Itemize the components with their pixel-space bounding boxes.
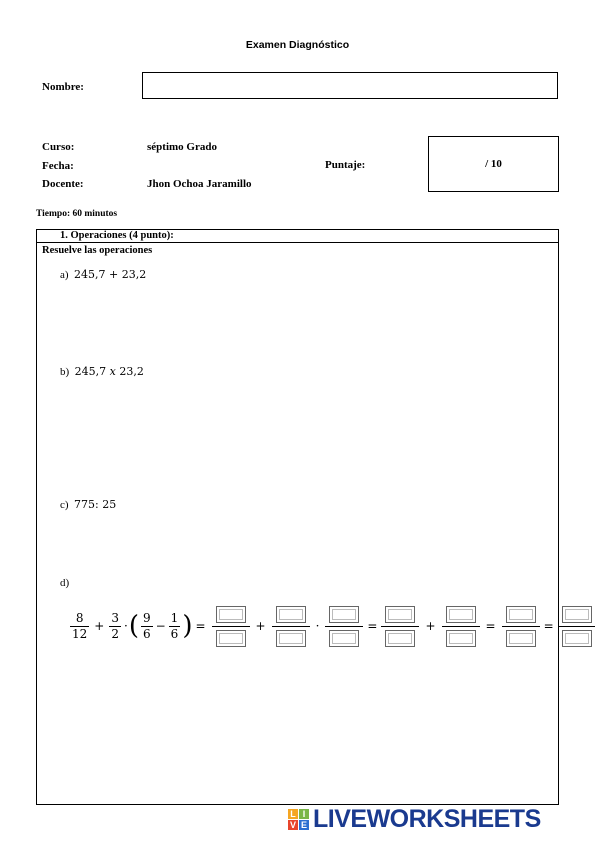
teacher-value: Jhon Ochoa Jaramillo [147, 178, 252, 190]
answer-box-denominator[interactable] [329, 630, 359, 647]
fraction-equation [68, 600, 595, 652]
numerator: 9 [142, 610, 151, 625]
plus-sign: + [255, 619, 266, 633]
equals-sign: = [367, 619, 378, 633]
item-letter: a) [60, 269, 69, 281]
date-label: Fecha: [42, 160, 74, 172]
logo-mark-icon [288, 809, 309, 830]
score-label: Puntaje: [325, 159, 366, 171]
denominator: 6 [170, 626, 179, 641]
denominator: 6 [142, 626, 151, 641]
answer-box-numerator[interactable] [446, 606, 476, 623]
close-paren: ) [182, 611, 193, 641]
fraction-2 [109, 611, 121, 642]
answer-box-denominator[interactable] [562, 630, 592, 647]
answer-fraction-2 [272, 606, 310, 647]
answer-fraction-7 [558, 606, 595, 647]
course-value: séptimo Grado [147, 141, 217, 153]
answer-fraction-6 [502, 606, 540, 647]
answer-box-numerator[interactable] [329, 606, 359, 623]
answer-box-denominator[interactable] [276, 630, 306, 647]
teacher-label: Docente: [42, 178, 84, 190]
logo-mark-letter: V [289, 820, 296, 830]
item-expression-part: 23,2 [121, 268, 147, 281]
logo-mark-letter: I [299, 809, 309, 819]
plus-sign: + [425, 619, 436, 633]
item-a [60, 268, 146, 281]
answer-box-denominator[interactable] [506, 630, 536, 647]
page-title: Examen Diagnóstico [245, 39, 350, 51]
equals-sign: = [485, 619, 496, 633]
answer-box-numerator[interactable] [276, 606, 306, 623]
answer-fraction-5 [442, 606, 480, 647]
item-c [60, 498, 116, 511]
answer-box-numerator[interactable] [506, 606, 536, 623]
course-label: Curso: [42, 141, 75, 153]
fraction-1 [70, 611, 89, 642]
fraction-3 [141, 611, 153, 642]
answer-fraction-3 [325, 606, 363, 647]
answer-box-numerator[interactable] [385, 606, 415, 623]
dot-sign: · [123, 619, 128, 633]
item-expression-part: 23,2 [115, 365, 144, 378]
equals-sign: = [195, 619, 206, 633]
item-expression: 245,7 [74, 365, 110, 378]
name-input[interactable] [142, 72, 558, 99]
time-note: Tiempo: 60 minutos [36, 209, 118, 219]
item-letter: c) [60, 499, 69, 511]
answer-fraction-1 [212, 606, 250, 647]
answer-box-numerator[interactable] [562, 606, 592, 623]
score-value: / 10 [485, 158, 502, 170]
logo-text: LIVEWORKSHEETS [313, 805, 541, 833]
item-operator: x [109, 365, 116, 378]
plus-sign: + [94, 619, 105, 633]
score-box [428, 136, 559, 192]
question-frame [36, 229, 559, 805]
numerator: 3 [111, 610, 119, 625]
item-b [60, 365, 144, 378]
answer-box-denominator[interactable] [216, 630, 246, 647]
item-letter: b) [60, 366, 70, 378]
name-label: Nombre: [42, 81, 84, 93]
numerator: 1 [170, 610, 179, 625]
open-paren: ( [128, 611, 139, 641]
fraction-4 [169, 611, 181, 642]
answer-box-numerator[interactable] [216, 606, 246, 623]
minus-sign: − [155, 619, 166, 633]
numerator: 8 [75, 610, 84, 625]
logo-mark-letter: L [288, 809, 298, 819]
answer-fraction-4 [381, 606, 419, 647]
question-instruction: Resuelve las operaciones [42, 245, 153, 256]
denominator: 12 [72, 626, 88, 641]
item-letter: d) [60, 577, 70, 589]
answer-box-denominator[interactable] [385, 630, 415, 647]
dot-sign: · [315, 619, 320, 633]
item-expression: 245,7 + [74, 268, 122, 281]
equals-sign: = [543, 619, 554, 633]
question-heading: 1. Operaciones (4 punto): [60, 230, 174, 241]
question-heading-row [36, 229, 559, 243]
item-expression: 775: 25 [74, 498, 117, 511]
denominator: 2 [111, 626, 119, 641]
answer-box-denominator[interactable] [446, 630, 476, 647]
liveworksheets-logo [288, 805, 541, 834]
item-d [60, 577, 69, 589]
logo-mark-letter: E [300, 820, 307, 830]
